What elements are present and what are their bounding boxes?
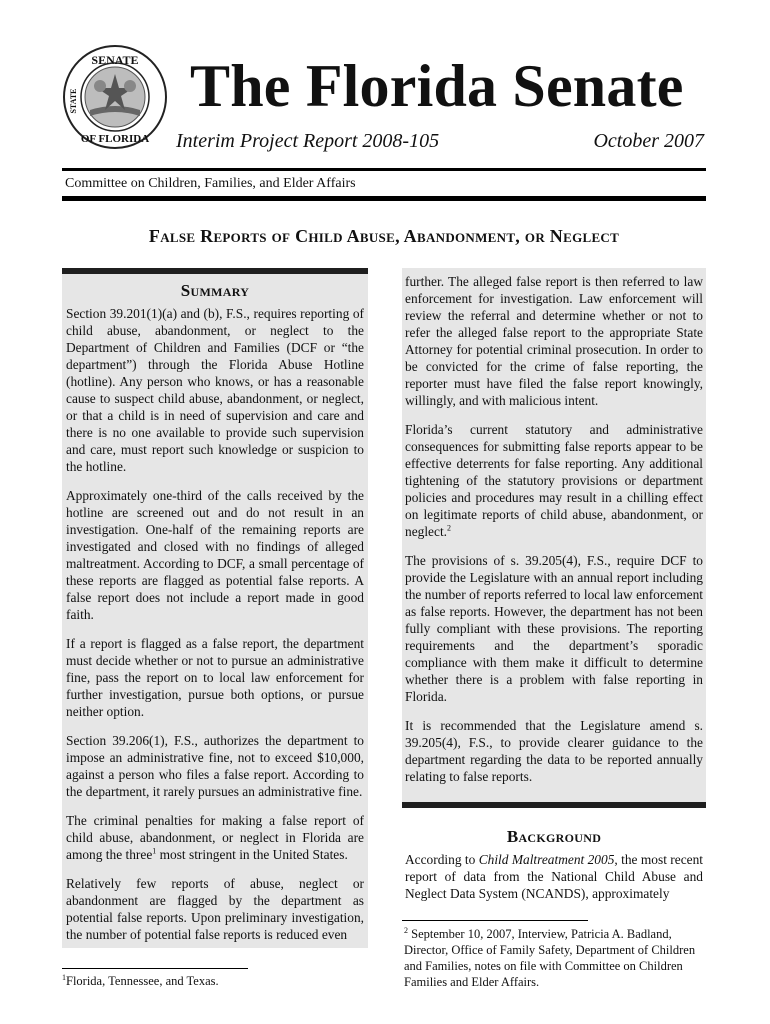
seal-text-left: STATE (69, 88, 78, 114)
summary-paragraph-5 (66, 812, 364, 863)
header-rule-top (62, 168, 706, 171)
summary-paragraph-10: It is recommended that the Legislature amend s. 39.205(4), F.S., to provide clearer guidance to the department regarding the data to be reported annually relating to false reports. (405, 718, 703, 784)
summary-paragraph-6: Relatively few reports of abuse, neglect or abandonment are flagged by the department as potential false reports. Upon preliminary investigation, the number of potential false reports is reduced even (66, 876, 364, 942)
footnote-rule-left (62, 968, 248, 969)
summary-paragraph-2: Approximately one-third of the calls received by the hotline are screened out and do not result in an investigation. One-half of the remaining reports are investigated and closed with no findings of alleged maltreatment. According to DCF, a small percentage of these reports are flagged as potential false reports. A false report does not include a report made in good faith. (66, 488, 364, 622)
summary-bar (62, 268, 368, 274)
summary-paragraph-4: Section 39.206(1), F.S., authorizes the department to impose an administrative fine, not to exceed $10,000, against a person who files a false report. According to the department, it rarely pursues an administrative fine. (66, 733, 364, 799)
footnote-ref-1: 1 (152, 846, 157, 856)
summary-paragraph-7: further. The alleged false report is then referred to law enforcement for investigation. Law enforcement will review the referral and determine whether or not to refer the alleged false report to the appropriate State Attorney for potential criminal prosecution. In order to be convicted for the crime of false reporting, the reporter must have filed the false report knowingly, willingly, and with malicious intent. (405, 274, 703, 408)
footnote-ref-2: 2 (447, 523, 452, 533)
summary-paragraph-1: Section 39.201(1)(a) and (b), F.S., requires reporting of child abuse, abandonment, or neglect to the Department of Children and Families (DCF or “the department”) through the Florida Abuse Hotline (hotline). Any person who knows, or has a reasonable cause to suspect child abuse, abandonment, or neglect, or that a child is in need of supervision and care and there is no one available to provide such supervision and care, must report such knowledge or suspicion to the hotline. (66, 306, 364, 474)
summary-paragraph-9: The provisions of s. 39.205(4), F.S., require DCF to provide the Legislature with an annual report including the number of reports referred to local law enforcement as false reports. However, the department has not been fully compliant with these provisions. The reporting requirements and the department’s sporadic compliance with them make it difficult to determine whether there is a problem with false reporting in Florida. (405, 553, 703, 704)
summary-paragraph-8-text: Florida’s current statutory and administrative consequences for submitting false reports appear to be effective deterrents for false reporting. Any additional tightening of the statutory provisions or department policies and procedures may result in a chilling effect on legitimate reports of child abuse, abandonment, or neglect. (405, 422, 703, 539)
footnote-2-mark: 2 (404, 925, 408, 935)
background-paragraph-1-a: According to (405, 852, 479, 867)
report-number: Interim Project Report 2008-105 (176, 130, 440, 152)
header-rule-bottom (62, 196, 706, 201)
committee-name: Committee on Children, Families, and Elder Affairs (65, 176, 356, 191)
report-date: October 2007 (593, 130, 704, 152)
background-paragraph-1 (405, 851, 703, 902)
summary-paragraph-8 (405, 421, 703, 540)
footnote-1-text: Florida, Tennessee, and Texas. (66, 974, 219, 988)
background-paragraph-1-b: , the most recent report of data from the National Child Abuse and Neglect Data System (NCANDS), approximately (405, 852, 703, 901)
summary-heading: Summary (180, 281, 250, 300)
footnote-2-text: September 10, 2007, Interview, Patricia A. Badland, Director, Office of Family Safety, Department of Children and Families, notes on file with Committee on Children Families and Elder Affairs. (404, 927, 696, 989)
footnote-2 (404, 926, 704, 990)
footnote-1 (62, 974, 219, 989)
summary-continued-column (405, 273, 703, 797)
footnote-rule-right (402, 920, 588, 921)
senate-seal (62, 44, 168, 150)
background-citation: Child Maltreatment 2005 (478, 852, 615, 867)
seal-text-top: SENATE (91, 53, 139, 67)
summary-paragraph-5-a: The criminal penalties for making a false report of child abuse, abandonment, or neglect in Florida are among the three (66, 813, 364, 862)
summary-end-bar (402, 802, 706, 808)
background-heading: Background (506, 827, 602, 846)
summary-paragraph-5-b: most stringent in the United States. (156, 847, 348, 862)
footnote-1-mark: 1 (62, 972, 66, 982)
page-title: The Florida Senate (190, 53, 684, 119)
report-title: False Reports of Child Abuse, Abandonment, or Neglect (148, 226, 620, 246)
seal-text-bottom: OF FLORIDA (80, 133, 150, 145)
summary-column (66, 280, 364, 955)
summary-paragraph-3: If a report is flagged as a false report, the department must decide whether or not to pursue an administrative fine, pass the report on to local law enforcement for further investigation, pursue both options, or pursue neither option. (66, 636, 364, 719)
background-section (405, 826, 703, 914)
